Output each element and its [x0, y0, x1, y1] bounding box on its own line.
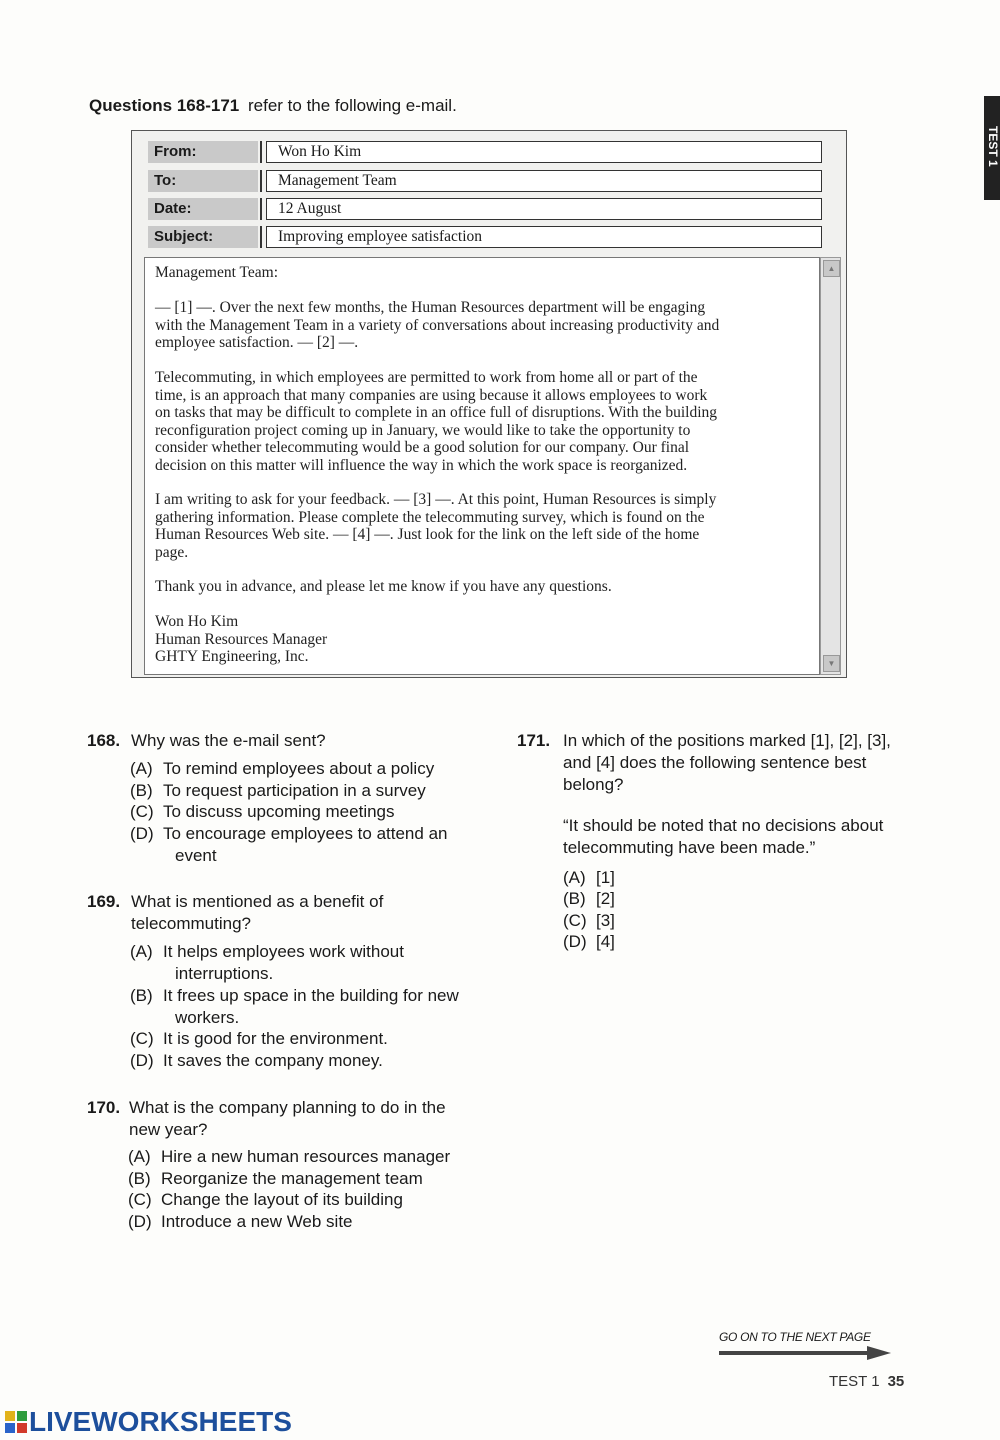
option-text: It saves the company money.: [163, 1051, 383, 1070]
option-text: It frees up space in the building for new: [163, 986, 459, 1005]
question-169: [87, 891, 487, 1081]
option-text: Change the layout of its building: [161, 1190, 403, 1209]
option-c[interactable]: [130, 1028, 388, 1050]
option-text: To encourage employees to attend an: [163, 824, 448, 843]
option-d[interactable]: [563, 931, 615, 953]
scrollbar[interactable]: [820, 257, 841, 675]
text-line: belong?: [563, 775, 624, 794]
option-text: Hire a new human resources manager: [161, 1147, 451, 1166]
option-label: (D): [130, 1051, 154, 1070]
paragraph-1: [155, 299, 815, 352]
paragraph-4: Thank you in advance, and please let me know if you have any questions.: [155, 578, 612, 595]
option-label: (B): [563, 889, 586, 908]
option-label: (C): [563, 911, 587, 930]
next-page-label: GO ON TO THE NEXT PAGE: [719, 1330, 871, 1344]
option-label: (C): [130, 802, 154, 821]
question-number: 171.: [517, 731, 551, 750]
option-text: It helps employees work without: [163, 942, 404, 961]
option-a[interactable]: [563, 867, 615, 889]
from-label: From:: [148, 141, 258, 163]
signature-company: GHTY Engineering, Inc.: [155, 648, 309, 665]
liveworksheets-logo-icon: [5, 1411, 27, 1433]
side-tab-label: TEST 1: [986, 126, 1000, 167]
option-label: (C): [130, 1029, 154, 1048]
option-c[interactable]: [128, 1189, 403, 1211]
option-label: (D): [130, 824, 154, 843]
text-line: page.: [155, 543, 189, 561]
subject-label: Subject:: [148, 226, 258, 248]
option-label: (A): [130, 942, 153, 961]
option-b[interactable]: [130, 985, 459, 1028]
text-line: telecommuting have been made.”: [563, 838, 816, 857]
text-line: with the Management Team in a variety of conversations about increasing productivity and: [155, 316, 720, 334]
text-line: I am writing to ask for your feedback. — [3] —. At this point, Human Resources is simply: [155, 491, 717, 508]
option-d[interactable]: [128, 1211, 353, 1233]
option-d[interactable]: [130, 823, 447, 866]
from-field: Won Ho Kim: [266, 141, 822, 163]
option-text: interruptions.: [175, 963, 274, 983]
subject-field: Improving employee satisfaction: [266, 226, 822, 248]
text-line: on tasks that may be difficult to complete in an office full of disruptions. With the building: [155, 404, 718, 421]
field-divider: [260, 141, 262, 163]
question-number: 170.: [87, 1098, 121, 1117]
option-a[interactable]: [130, 758, 434, 780]
text-line: “It should be noted that no decisions about: [563, 816, 884, 835]
option-a[interactable]: [130, 941, 404, 984]
signature-title: Human Resources Manager: [155, 630, 328, 648]
field-divider: [260, 198, 262, 220]
option-text: To request participation in a survey: [163, 781, 426, 800]
option-label: (B): [128, 1169, 151, 1188]
text-line: — [1] —. Over the next few months, the Human Resources department will be engaging: [155, 299, 706, 316]
option-a[interactable]: [128, 1146, 450, 1168]
scroll-up-arrow-icon[interactable]: ▲: [823, 260, 840, 277]
option-text: To remind employees about a policy: [163, 759, 435, 778]
passage-header: [89, 96, 457, 116]
option-label: (C): [128, 1190, 152, 1209]
to-label: To:: [148, 170, 258, 192]
option-label: (A): [563, 868, 586, 887]
option-b[interactable]: [130, 780, 426, 802]
option-text: It is good for the environment.: [163, 1029, 388, 1048]
text-line: consider whether telecommuting would be a good solution for our company. Our final: [155, 439, 690, 456]
text-line: decision on this matter will influence the way in which the work space is reorganized.: [155, 456, 688, 474]
date-label: Date:: [148, 198, 258, 220]
text-line: time, is an approach that many companies are using because it allows employees to work: [155, 386, 708, 404]
option-text: event: [175, 845, 217, 865]
quoted-sentence: [563, 815, 883, 859]
paragraph-2: [155, 369, 815, 474]
question-text: Why was the e-mail sent?: [131, 731, 326, 750]
option-text: Introduce a new Web site: [161, 1212, 353, 1231]
field-divider: [260, 170, 262, 192]
email-body: [144, 257, 820, 675]
signature: [155, 613, 815, 666]
question-171: [517, 730, 937, 960]
greeting: Management Team:: [155, 264, 279, 281]
text-line: What is the company planning to do in the: [129, 1098, 446, 1117]
email-window: [131, 130, 847, 678]
side-tab: [984, 96, 1000, 200]
option-d[interactable]: [130, 1050, 383, 1072]
question-range: Questions 168-171: [89, 96, 240, 115]
text-line: Telecommuting, in which employees are permitted to work from home all or part of the: [155, 369, 698, 386]
question-text: [129, 1097, 446, 1141]
option-b[interactable]: [563, 888, 615, 910]
option-text: Reorganize the management team: [161, 1169, 423, 1188]
field-divider: [260, 226, 262, 248]
paragraph-3: [155, 491, 815, 561]
text-line: new year?: [129, 1120, 208, 1139]
date-field: 12 August: [266, 198, 822, 220]
text-line: telecommuting?: [131, 914, 252, 933]
option-label: (A): [130, 759, 153, 778]
option-label: (D): [128, 1212, 152, 1231]
option-text: [4]: [596, 932, 615, 951]
scroll-down-arrow-icon[interactable]: ▼: [823, 655, 840, 672]
question-number: 168.: [87, 731, 121, 750]
option-c[interactable]: [130, 801, 395, 823]
signature-name: Won Ho Kim: [155, 613, 239, 630]
text-line: gathering information. Please complete the telecommuting survey, which is found on the: [155, 508, 705, 526]
option-text: [2]: [596, 889, 615, 908]
text-line: and [4] does the following sentence best: [563, 753, 867, 772]
option-label: (A): [128, 1147, 151, 1166]
text-line: reconfiguration project coming up in January, we would like to take the opportunity to: [155, 421, 691, 439]
question-number: 169.: [87, 892, 121, 911]
text-line: What is mentioned as a benefit of: [131, 892, 384, 911]
question-168: [87, 730, 487, 880]
page-number: 35: [887, 1373, 905, 1390]
brand-logo: [5, 1406, 292, 1438]
text-line: Human Resources Web site. — [4] —. Just look for the link on the left side of the home: [155, 526, 700, 543]
option-text: [1]: [596, 868, 615, 887]
option-text: workers.: [175, 1007, 240, 1027]
question-text: [131, 891, 383, 935]
text-line: In which of the positions marked [1], [2], [3],: [563, 731, 891, 750]
option-text: To discuss upcoming meetings: [163, 802, 395, 821]
option-label: (B): [130, 986, 153, 1005]
option-text: [3]: [596, 911, 615, 930]
question-text: [563, 730, 891, 796]
option-label: (D): [563, 932, 587, 951]
question-170: [87, 1097, 487, 1237]
brand-text: LIVEWORKSHEETS: [29, 1406, 292, 1437]
to-field: Management Team: [266, 170, 822, 192]
text-line: employee satisfaction. — [2] —.: [155, 334, 359, 351]
page-footer: [829, 1373, 904, 1390]
option-b[interactable]: [128, 1168, 423, 1190]
option-c[interactable]: [563, 910, 615, 932]
arrow-right-icon: [719, 1346, 891, 1360]
option-label: (B): [130, 781, 153, 800]
test-label: TEST 1: [829, 1373, 880, 1390]
header-text: refer to the following e-mail.: [247, 96, 457, 115]
